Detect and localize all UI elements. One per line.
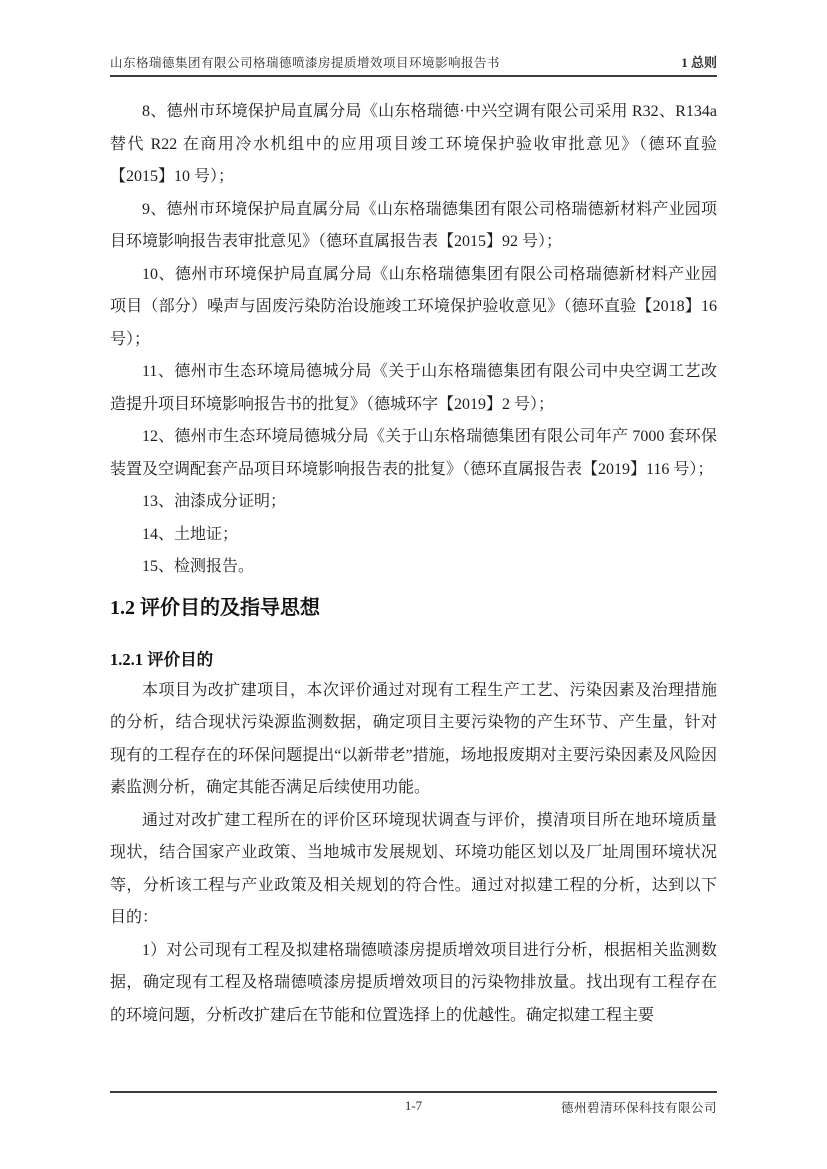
subsection-heading-1-2-1: 1.2.1 评价目的 — [110, 649, 214, 669]
header-report-title: 山东格瑞德集团有限公司格瑞德喷漆房提质增效项目环境影响报告书 — [110, 56, 501, 70]
paragraph-evaluation-purpose-3: 1）对公司现有工程及拟建格瑞德喷漆房提质增效项目进行分析，根据相关监测数据，确定现有工程及格瑞德喷漆房提质增效项目的污染物排放量。找出现有工程存在的环境问题，分析改扩建后在节能和位置选择上的优越性。确定拟建工程主要 — [110, 941, 717, 1024]
page-footer — [110, 1091, 717, 1123]
list-item-8: 8、德州市环境保护局直属分局《山东格瑞德·中兴空调有限公司采用 R32、R134a 替代 R22 在商用冷水机组中的应用项目竣工环境保护验收审批意见》（德环直验【2015】10 号）； — [110, 103, 717, 185]
paragraph-evaluation-purpose-1: 本项目为改扩建项目，本次评价通过对现有工程生产工艺、污染因素及治理措施的分析，结合现状污染源监测数据，确定项目主要污染物的产生环节、产生量，针对现有的工程存在的环保问题提出“以新带老”措施，场地报废期对主要污染因素及风险因素监测分析，确定其能否满足后续使用功能。 — [110, 681, 717, 796]
page-number: 1-7 — [404, 1098, 423, 1113]
document-body — [110, 96, 717, 1032]
list-item-14: 14、土地证； — [142, 525, 239, 543]
list-item-10: 10、德州市环境保护局直属分局《山东格瑞德集团有限公司格瑞德新材料产业园项目（部分）噪声与固废污染防治设施竣工环境保护验收意见》（德环直验【2018】16 号）； — [110, 265, 717, 348]
footer-company-name: 德州碧清环保科技有限公司 — [560, 1101, 717, 1115]
list-item-11: 11、德州市生态环境局德城分局《关于山东格瑞德集团有限公司中央空调工艺改造提升项目环境影响报告书的批复》（德城环字【2019】2 号）； — [110, 363, 717, 413]
paragraph-evaluation-purpose-2: 通过对改扩建工程所在的评价区环境现状调查与评价，摸清项目所在地环境质量现状，结合国家产业政策、当地城市发展规划、环境功能区划以及厂址周围环境状况等，分析该工程与产业政策及相关规划的符合性。通过对拟建工程的分析，达到以下目的： — [110, 811, 717, 926]
page-header — [110, 0, 717, 77]
list-item-13: 13、油漆成分证明； — [142, 493, 287, 510]
list-item-15: 15、检测报告。 — [142, 558, 255, 575]
list-item-9: 9、德州市环境保护局直属分局《山东格瑞德集团有限公司格瑞德新材料产业园项目环境影响报告表审批意见》（德环直属报告表【2015】92 号）； — [110, 200, 717, 250]
header-chapter-label: 1 总则 — [681, 55, 717, 70]
list-item-12: 12、德州市生态环境局德城分局《关于山东格瑞德集团有限公司年产 7000 套环保装置及空调配套产品项目环境影响报告表的批复》（德环直属报告表【2019】116 号）； — [110, 428, 717, 478]
section-heading-1-2: 1.2 评价目的及指导思想 — [110, 596, 320, 619]
